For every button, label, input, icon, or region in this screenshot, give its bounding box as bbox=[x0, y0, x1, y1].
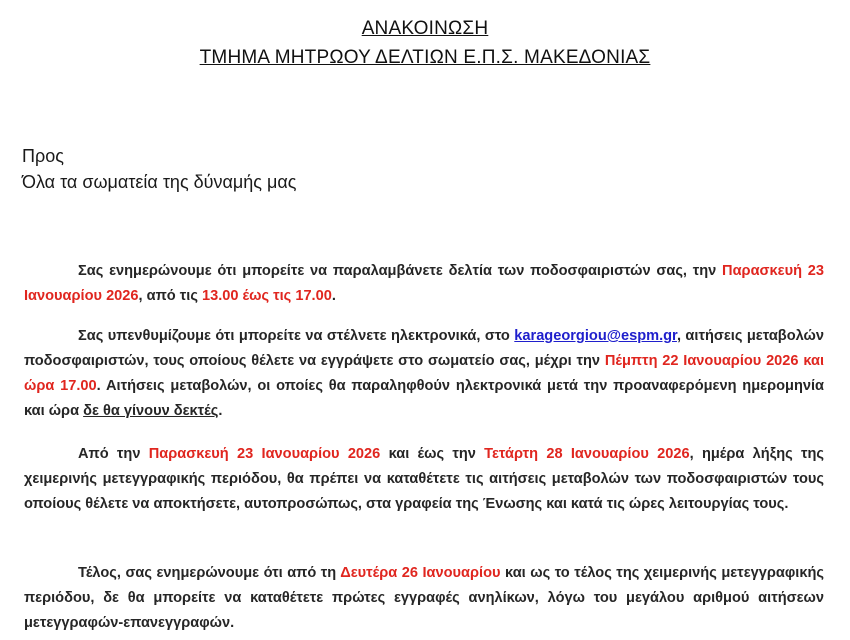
paragraph-in-person-submission bbox=[24, 442, 824, 517]
p2-text2: , αιτήσεις μεταβολών ποδοσφαιριστών, τους οποίους θέλετε να εγγράψετε στο σωματείο σας, μέχρι την bbox=[24, 328, 824, 369]
addressee-prefix: Προς bbox=[22, 146, 64, 166]
p1-hours: 13.00 έως τις 17.00 bbox=[201, 288, 332, 304]
p2-text1: Σας υπενθυμίζουμε ότι μπορείτε να στέλνετε ηλεκτρονικά, στο bbox=[78, 328, 515, 344]
p3-text2: και έως την bbox=[380, 446, 485, 462]
p1-text2: , από τις bbox=[138, 288, 202, 304]
announcement-title: ΑΝΑΚΟΙΝΩΣΗ bbox=[361, 18, 489, 39]
p4-text1: Τέλος, σας ενημερώνουμε ότι από τη bbox=[78, 565, 341, 581]
p3-end-date: Τετάρτη 28 Ιανουαρίου 2026 bbox=[484, 446, 690, 462]
p2-text4: . bbox=[218, 403, 223, 419]
p3-text3: , ημέρα λήξης της χειμερινής μετεγγραφικής περιόδου, θα πρέπει να καταθέτετε τις αιτήσεις μεταβολών των ποδοσφαιριστών τους οποίους θέλετε να αποκτήσετε, αυτοπροσώπως, στα γραφεία της Ένωσης και κατά τις ώρες λειτουργίας τους. bbox=[24, 446, 825, 512]
p3-start-date: Παρασκευή 23 Ιανουαρίου 2026 bbox=[148, 446, 381, 462]
p2-deadline: Πέμπτη 22 Ιανουαρίου 2026 και ώρα 17.00 bbox=[24, 353, 824, 394]
paragraph-electronic-submission bbox=[24, 324, 824, 424]
p1-date: Παρασκευή 23 Ιανουαρίου 2026 bbox=[24, 263, 824, 304]
p2-text3: . Αιτήσεις μεταβολών, οι οποίες θα παραληφθούν ηλεκτρονικά μετά την προαναφερόμενη ημερομηνία και ώρα bbox=[24, 378, 825, 419]
email-link[interactable]: karageorgiou@espm.gr bbox=[514, 328, 677, 344]
paragraph-pickup-cards bbox=[24, 259, 824, 309]
p1-text3: . bbox=[331, 288, 336, 304]
p2-not-accepted: δε θα γίνουν δεκτές bbox=[83, 403, 219, 419]
department-title: ΤΜΗΜΑ ΜΗΤΡΩΟΥ ΔΕΛΤΙΩΝ Ε.Π.Σ. ΜΑΚΕΔΟΝΙΑΣ bbox=[199, 47, 651, 68]
p4-date: Δευτέρα 26 Ιανουαρίου bbox=[340, 565, 501, 581]
p3-text1: Από την bbox=[78, 446, 149, 462]
addressee-name: Όλα τα σωματεία της δύναμής μας bbox=[22, 172, 297, 192]
p4-text2: και ως το τέλος της χειμερινής μετεγγραφικής περιόδου, δε θα μπορείτε να καταθέτετε πρώτες εγγραφές ανηλίκων, λόγω του μεγάλου αριθμού αιτήσεων μετεγγραφών-επανεγγραφών. bbox=[24, 565, 824, 631]
paragraph-minor-registrations bbox=[24, 561, 824, 636]
p1-text1: Σας ενημερώνουμε ότι μπορείτε να παραλαμβάνετε δελτία των ποδοσφαιριστών σας, την bbox=[78, 263, 723, 279]
